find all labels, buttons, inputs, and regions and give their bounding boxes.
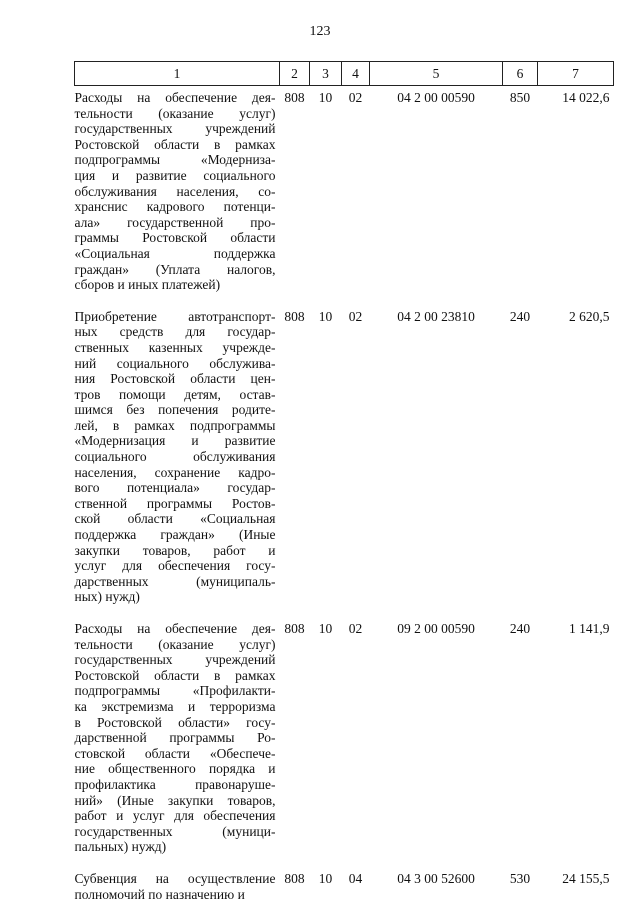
column-header-3: 3 — [310, 62, 342, 86]
amount-value: 2 620,5 — [538, 309, 614, 621]
description-line: закупки товаров, работ и — [75, 543, 276, 559]
description-line: ка экстремизма и терроризма — [75, 699, 276, 715]
section-code: 10 — [310, 871, 342, 918]
column-header-1: 1 — [75, 62, 280, 86]
description-line: хранснис кадрового потенци- — [75, 199, 276, 215]
expense-type-code: 850 — [503, 86, 538, 309]
amount-value: 24 155,5 — [538, 871, 614, 918]
description-line: стовской области «Обеспече- — [75, 746, 276, 762]
description-line: подпрограммы «Профилакти- — [75, 683, 276, 699]
description-line: тров помощи детям, остав- — [75, 387, 276, 403]
section-code: 10 — [310, 86, 342, 309]
table-row — [75, 621, 614, 871]
subsection-code: 02 — [342, 309, 370, 621]
expense-type-code: 240 — [503, 309, 538, 621]
section-code: 10 — [310, 309, 342, 621]
description-line: ние общественного порядка и — [75, 761, 276, 777]
subsection-code: 02 — [342, 621, 370, 871]
expense-type-code: 240 — [503, 621, 538, 871]
description-line: полномочий по назначению и — [75, 887, 276, 903]
description-line: Субвенция на осуществление — [75, 871, 276, 887]
page-number: 123 — [0, 24, 640, 40]
description-line: граммы Ростовской области — [75, 230, 276, 246]
ministry-code: 808 — [280, 871, 310, 918]
expense-type-code: 530 — [503, 871, 538, 918]
table-row — [75, 309, 614, 621]
subsection-code: 04 — [342, 871, 370, 918]
budget-table — [74, 61, 614, 918]
description-line: подпрограммы «Модерниза- — [75, 152, 276, 168]
description-line: Ростовской области в рамках — [75, 668, 276, 684]
row-description — [75, 621, 280, 871]
description-line: государственных учреждений — [75, 121, 276, 137]
description-line: ственной программы Ростов- — [75, 496, 276, 512]
description-line: ция и развитие социального — [75, 168, 276, 184]
column-header-6: 6 — [503, 62, 538, 86]
description-line: тельности (оказание услуг) — [75, 106, 276, 122]
description-line: профилактика правонаруше- — [75, 777, 276, 793]
description-line: населения, сохранение кадро- — [75, 465, 276, 481]
description-line: вого потенциала» государ- — [75, 480, 276, 496]
description-line: социального обслуживания — [75, 449, 276, 465]
row-description — [75, 871, 280, 918]
subsection-code: 02 — [342, 86, 370, 309]
column-header-7: 7 — [538, 62, 614, 86]
ministry-code: 808 — [280, 86, 310, 309]
column-header-4: 4 — [342, 62, 370, 86]
target-item-code: 04 3 00 52600 — [370, 871, 503, 918]
section-code: 10 — [310, 621, 342, 871]
amount-value: 1 141,9 — [538, 621, 614, 871]
description-line: работ и услуг для обеспечения — [75, 808, 276, 824]
table-body — [75, 86, 614, 918]
description-line: обслуживания населения, со- — [75, 184, 276, 200]
description-line: шимся без попечения родите- — [75, 402, 276, 418]
description-line: ственных казенных учрежде- — [75, 340, 276, 356]
description-line: ных средств для государ- — [75, 324, 276, 340]
description-line: государственных (муници- — [75, 824, 276, 840]
header-row — [75, 62, 614, 86]
description-line: ала» государственной про- — [75, 215, 276, 231]
description-line: в Ростовской области» госу- — [75, 715, 276, 731]
table-header — [75, 62, 614, 86]
description-line: услуг для обеспечения госу- — [75, 558, 276, 574]
target-item-code: 04 2 00 00590 — [370, 86, 503, 309]
description-line: лей, в рамках подпрограммы — [75, 418, 276, 434]
row-description — [75, 86, 280, 309]
description-line: ния Ростовской области цен- — [75, 371, 276, 387]
description-line: дарственных (муниципаль- — [75, 574, 276, 590]
description-line: пальных) нужд) — [75, 839, 276, 855]
column-header-5: 5 — [370, 62, 503, 86]
description-line: «Модернизация и развитие — [75, 433, 276, 449]
table-row — [75, 86, 614, 309]
ministry-code: 808 — [280, 621, 310, 871]
ministry-code: 808 — [280, 309, 310, 621]
description-line: Расходы на обеспечение дея- — [75, 621, 276, 637]
description-line: ской области «Социальная — [75, 511, 276, 527]
description-line: граждан» (Уплата налогов, — [75, 262, 276, 278]
description-line: дарственной программы Ро- — [75, 730, 276, 746]
description-line: Ростовской области в рамках — [75, 137, 276, 153]
description-line: ний» (Иные закупки товаров, — [75, 793, 276, 809]
description-line: поддержка граждан» (Иные — [75, 527, 276, 543]
description-line: ний социального обслужива- — [75, 356, 276, 372]
row-description — [75, 309, 280, 621]
description-line: «Социальная поддержка — [75, 246, 276, 262]
description-line: тельности (оказание услуг) — [75, 637, 276, 653]
column-header-2: 2 — [280, 62, 310, 86]
description-line: Приобретение автотранспорт- — [75, 309, 276, 325]
target-item-code: 04 2 00 23810 — [370, 309, 503, 621]
description-line: Расходы на обеспечение дея- — [75, 90, 276, 106]
target-item-code: 09 2 00 00590 — [370, 621, 503, 871]
description-line: сборов и иных платежей) — [75, 277, 276, 293]
table-row — [75, 871, 614, 918]
amount-value: 14 022,6 — [538, 86, 614, 309]
description-line: государственных учреждений — [75, 652, 276, 668]
description-line: ных) нужд) — [75, 589, 276, 605]
